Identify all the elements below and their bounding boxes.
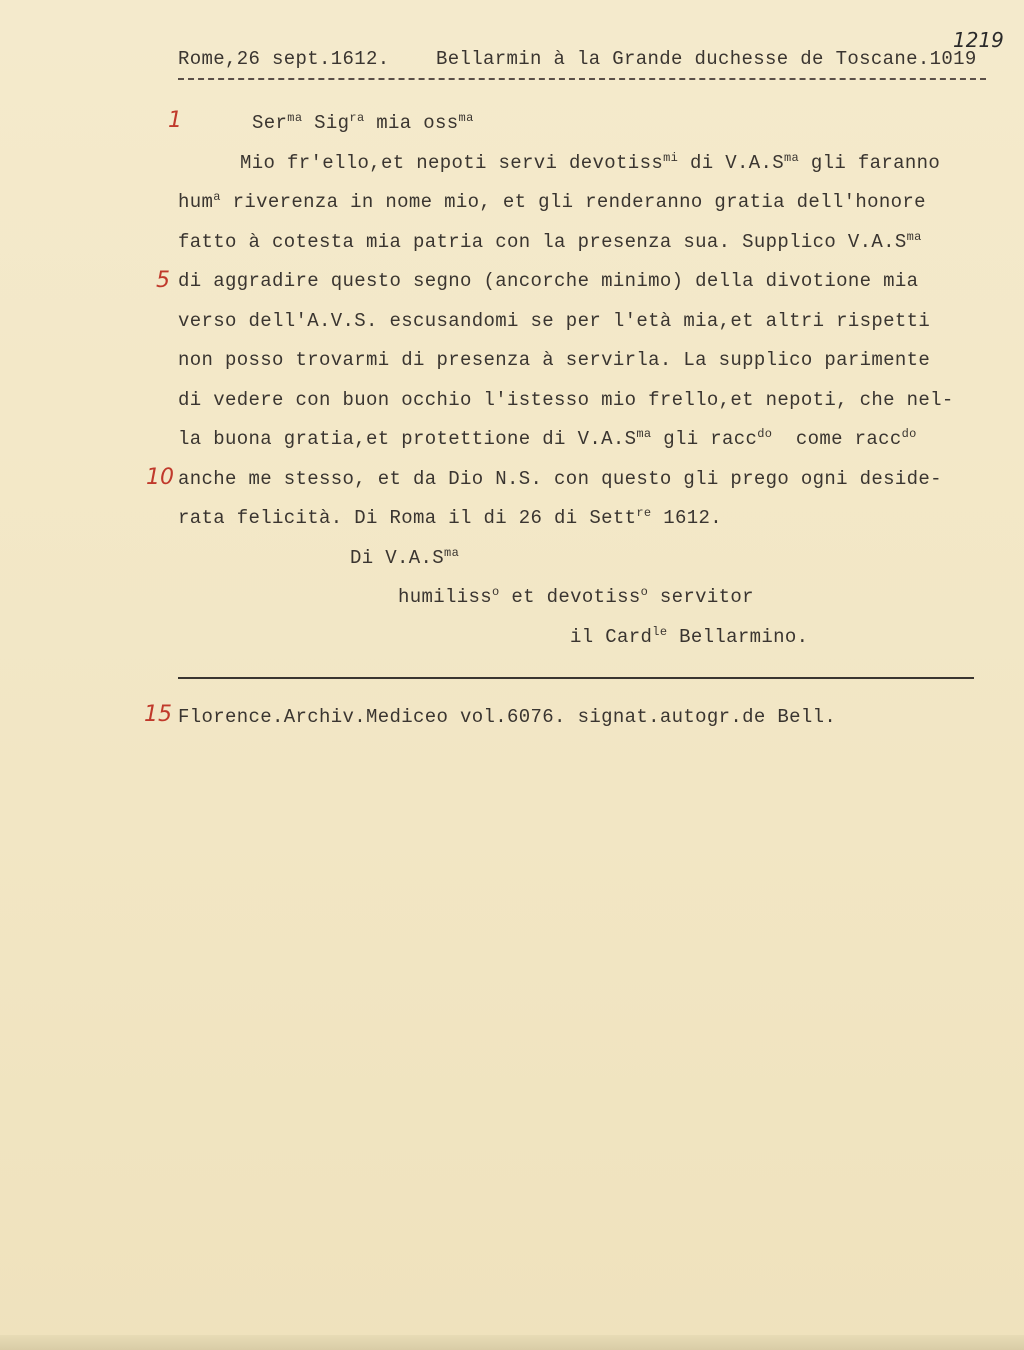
letter-line-7: di vedere con buon occhio l'istesso mio frello,et nepoti, che nel- xyxy=(178,389,954,411)
letter-line-1: Mio fr'ello,et nepoti servi devotiss$^{mi}$ di $V.A.S^{ma}$ gli faranno xyxy=(240,151,941,174)
letter-line-6: non posso trovarmi di presenza à servirla. La supplico parimente xyxy=(178,349,931,371)
letter-line-3: fatto à cotesta mia patria con la presenza sua. Supplico $V.A.S^{ma}$ xyxy=(178,230,922,253)
letter-line-4: di aggradire questo segno (ancorche minimo) della divotione mia xyxy=(178,270,919,292)
salutation: Ser$^{ma}$ Sig$^{ra}$ mia oss$^{ma}$ xyxy=(252,111,474,134)
closing-line-1: Di $V.A.S^{ma}$ xyxy=(350,546,460,569)
header-title: Bellarmin à la Grande duchesse de Toscane.1019 xyxy=(436,48,977,70)
footer-divider xyxy=(178,677,974,679)
header-divider xyxy=(178,78,986,80)
letter-line-8: la buona gratia,et protettione di $V.A.S^{ma}$ gli racc$^{do}$ come racc$^{do}$ xyxy=(178,427,917,450)
footer-source-note: Florence.Archiv.Mediceo vol.6076. signat.autogr.de Bell. xyxy=(178,706,837,728)
margin-number-15: 15 xyxy=(144,702,172,727)
page-number-handwritten: 1219 xyxy=(953,28,1004,52)
letter-line-2: hum$^a$ riverenza in nome mio, et gli renderanno gratia dell'honore xyxy=(178,190,926,213)
margin-number-10: 10 xyxy=(146,465,174,490)
closing-line-2: humiliss$^o$ et devotiss$^o$ servitor xyxy=(398,585,754,608)
margin-number-5: 5 xyxy=(156,268,170,293)
signature-line: il Card$^{le}$ Bellarmino. xyxy=(570,625,809,648)
margin-number-1: 1 xyxy=(168,108,182,133)
header-place-date: Rome,26 sept.1612. xyxy=(178,48,390,70)
letter-line-5: verso dell'A.V.S. escusandomi se per l'età mia,et altri rispetti xyxy=(178,310,931,332)
letter-line-9: anche me stesso, et da Dio N.S. con questo gli prego ogni deside- xyxy=(178,468,942,490)
letter-line-10: rata felicità. Di Roma il di 26 di Sett$^{re}$ 1612. xyxy=(178,506,722,529)
page-bottom-edge xyxy=(0,1335,1024,1350)
